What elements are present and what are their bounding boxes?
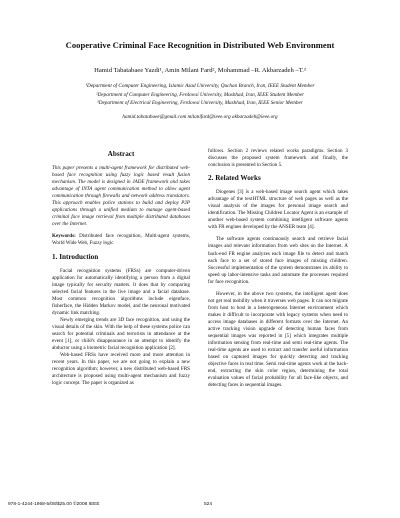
related-paragraph: However, in the above two systems, the intelligent agent does not get real mobility when it traverses web pages. It can not migrate from host to host in a heterogeneous Internet environment which makes it difficult to incorporate with legacy systems when need to access image databases in different formats over the Internet. An active tracking vision upgrade of detecting human faces from sequential images was reported in [5] which integrates multiple information sensing from real-time and semi real-time agents. The real-time agents are used to extract and transfer useful information based on captured images for quickly detecting and tracking objective faces in real time. Semi real-time agents work at the back-end, extracting the skin color region, determining the total evaluation values of facial probability for all face-like objects, and detecting faces in sequential images. bbox=[208, 290, 348, 389]
right-column bbox=[208, 148, 348, 394]
author-emails: hamid.tabatabaee@gmail.com milanifard@ieee.org akbarzadeh@ieee.org bbox=[122, 114, 278, 120]
keywords bbox=[52, 233, 190, 247]
intro-continuation: follows. Section 2 reviews related works paradigms. Section 3 discusses the proposed system framework and finally, the conclusion is presented in Section 5. bbox=[208, 148, 348, 169]
related-paragraph: The software agents continuously search and retrieve facial images and relevant information from web sites on the Internet. A back-end FR engine analyzes each image file to detect and match each face to a set of stored face images of missing children. Successful implementation of the system demonstrates its ability to speed up labor-intensive tasks and automate the processes required for face recognition. bbox=[208, 236, 348, 285]
author-list: Hamid Tabatabaee Yazdi¹, Amin Milani Fard², Mohammad –R. Akbarzadeh –T.³ bbox=[94, 67, 306, 74]
affiliation-1: ¹Department of Computer Engineering, Islamic Azad University, Quchan Branch, Iran, IEEE Student Member bbox=[85, 83, 315, 89]
abstract-heading: Abstract bbox=[107, 150, 135, 158]
affiliation-2: ²Department of Computer Engineering, Ferdowsi University, Mashhad, Iran, IEEE Student Member bbox=[96, 91, 304, 98]
related-paragraph: Diogenes [3] is a web-based image search agent which takes advantage of the textHTML structure of web pages as well as the visual analysis of the images for personal image search and identification. The Missing Children Locator Agent is an example of another web-based system combining intelligent software agents with FR engines developed by the ANSER team [4]. bbox=[208, 189, 348, 231]
left-column bbox=[52, 150, 190, 392]
intro-paragraph: Web-based FRSs have received more and more attention in recent years. In this paper, we are not going to explain a new recognition algorithm; however, a new distributed web-based FRS architecture is proposed using multi-agent mechanism and fuzzy logic concept. The paper is organized as bbox=[52, 352, 190, 387]
affiliation-3: ³Department of Electrical Engineering, Ferdowsi University, Mashhad, Iran, IEEE Senior Member bbox=[97, 100, 303, 106]
keywords-label: Keywords: bbox=[52, 233, 76, 240]
footer-isbn: 978-1-4244-1968-5/08/$25.00 ©2008 IEEE bbox=[8, 502, 100, 507]
section-2-heading: 2. Related Works bbox=[208, 174, 261, 183]
intro-paragraph: Facial recognition systems (FRSs) are computer-driven application for automatically identifying a person from a digital image typically for security matters. It does that by comparing selected facial features in the live image and a facial database. Most common recognition algorithms include eigenface, fisherface, the Hidden Markov model, and the neuronal motivated dynamic link matching. bbox=[52, 267, 190, 316]
affiliations bbox=[20, 82, 380, 108]
section-1-heading: 1. Introduction bbox=[52, 252, 99, 261]
intro-paragraph: Newly emerging trends are 3D face recognition, and using the visual details of the skin. With the help of these systems police can search for potential criminals and terrorists in attendance at the event [1], or child's disappearance in an attempt to identify the abductor using a biometric facial recognition application [2]. bbox=[52, 316, 190, 352]
paper-title: Cooperative Criminal Face Recognition in Distributed Web Environment bbox=[65, 40, 335, 50]
page-number: 524 bbox=[204, 502, 213, 507]
abstract-text: This paper presents a multi-agent framework for distributed web-based face recognition using fuzzy logic based result fusion mechanism. The model is designed in JADE framework and takes advantage of INTA agent communication method to allow agent communication through firewalls and network address translators. This approach enables police stations to build and deploy P2P applications through a unified medium to manage agent-based criminal face image retrieval from multiple distributed databases over the Internet. bbox=[52, 165, 190, 228]
keywords-text: Distributed face recognition, Multi-agent systems, World Wide Web, Fuzzy logic bbox=[52, 233, 190, 247]
